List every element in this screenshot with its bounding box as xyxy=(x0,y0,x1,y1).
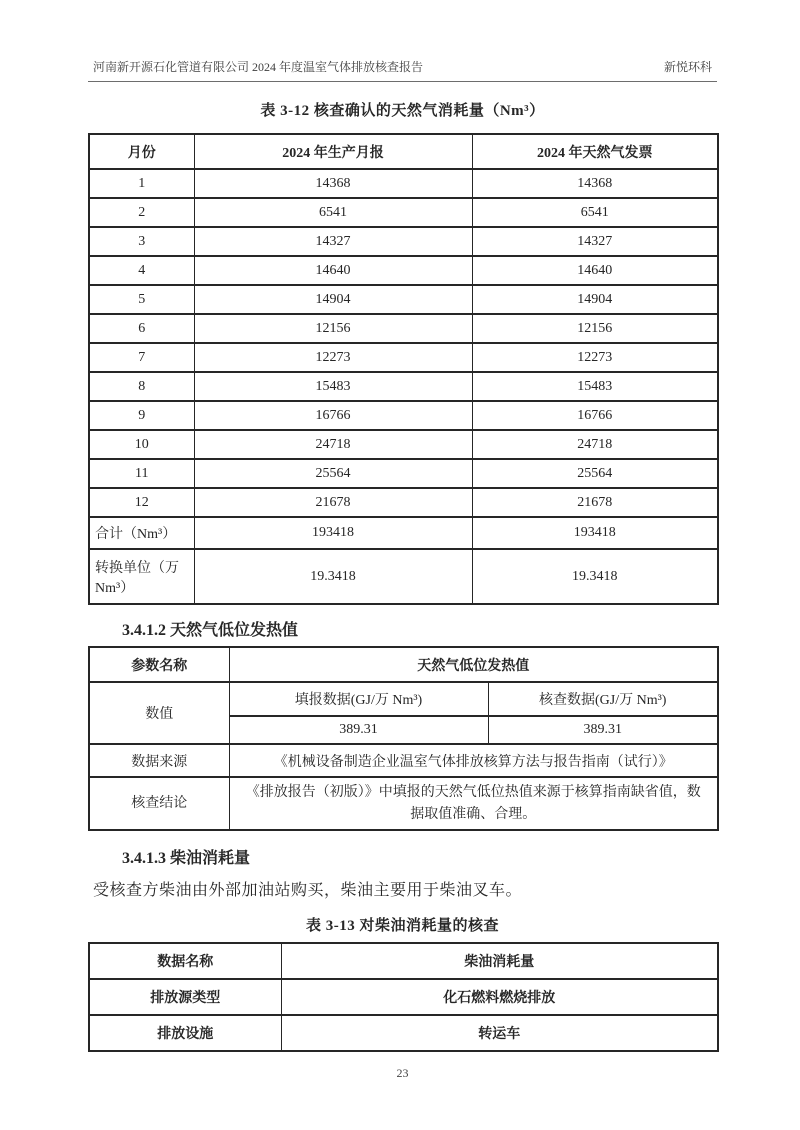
param-name-value: 天然气低位发热值 xyxy=(229,647,718,682)
page-header xyxy=(88,58,717,82)
cell-report-value: 14904 xyxy=(194,285,472,314)
cell-invoice-value: 14368 xyxy=(472,169,718,198)
param-name-row xyxy=(89,647,718,682)
column-header-invoice: 2024 年天然气发票 xyxy=(472,134,718,169)
cell-report-value: 14640 xyxy=(194,256,472,285)
converted-report-value: 19.3418 xyxy=(194,549,472,604)
section-3-4-1-2-heading: 3.4.1.2 天然气低位发热值 xyxy=(122,622,299,639)
table-row xyxy=(89,488,718,517)
total-report-value: 193418 xyxy=(194,517,472,549)
cell-report-value: 16766 xyxy=(194,401,472,430)
emission-source-type-label: 排放源类型 xyxy=(89,979,281,1015)
emission-facility-label: 排放设施 xyxy=(89,1015,281,1051)
column-header-monthly-report: 2024 年生产月报 xyxy=(194,134,472,169)
cell-invoice-value: 16766 xyxy=(472,401,718,430)
cell-invoice-value: 25564 xyxy=(472,459,718,488)
table-row xyxy=(89,401,718,430)
cell-invoice-value: 21678 xyxy=(472,488,718,517)
verified-data-header: 核查数据(GJ/万 Nm³) xyxy=(488,682,718,716)
cell-invoice-value: 12273 xyxy=(472,343,718,372)
total-label: 合计（Nm³） xyxy=(89,517,194,549)
cell-report-value: 21678 xyxy=(194,488,472,517)
emission-source-type-row xyxy=(89,979,718,1015)
cell-month: 8 xyxy=(89,372,194,401)
cell-report-value: 14368 xyxy=(194,169,472,198)
table-row xyxy=(89,169,718,198)
value-header-row xyxy=(89,682,718,716)
table-3-12-header-row xyxy=(89,134,718,169)
cell-invoice-value: 24718 xyxy=(472,430,718,459)
cell-month: 10 xyxy=(89,430,194,459)
table-lhv xyxy=(88,646,719,831)
cell-invoice-value: 14640 xyxy=(472,256,718,285)
conclusion-label: 核查结论 xyxy=(89,777,229,830)
emission-facility-row xyxy=(89,1015,718,1051)
data-name-label: 数据名称 xyxy=(89,943,281,979)
cell-month: 2 xyxy=(89,198,194,227)
cell-month: 12 xyxy=(89,488,194,517)
cell-report-value: 6541 xyxy=(194,198,472,227)
cell-invoice-value: 14904 xyxy=(472,285,718,314)
header-company-mark: 新悦环科 xyxy=(663,60,712,74)
table-row xyxy=(89,314,718,343)
param-name-label: 参数名称 xyxy=(89,647,229,682)
table-3-12-title: 表 3-12 核查确认的天然气消耗量（Nm³） xyxy=(260,103,545,119)
table-3-12 xyxy=(88,133,719,605)
page-number: 23 xyxy=(396,1066,409,1081)
table-row xyxy=(89,285,718,314)
table-row xyxy=(89,198,718,227)
cell-invoice-value: 15483 xyxy=(472,372,718,401)
value-label: 数值 xyxy=(89,682,229,744)
converted-unit-label: 转换单位（万 Nm³） xyxy=(89,549,194,604)
cell-month: 9 xyxy=(89,401,194,430)
column-header-month: 月份 xyxy=(89,134,194,169)
verified-data-value: 389.31 xyxy=(488,716,718,744)
cell-month: 1 xyxy=(89,169,194,198)
conclusion-row xyxy=(89,777,718,830)
cell-invoice-value: 12156 xyxy=(472,314,718,343)
table-row xyxy=(89,343,718,372)
data-source-label: 数据来源 xyxy=(89,744,229,777)
converted-unit-row xyxy=(89,549,718,604)
section-3-4-1-3-heading: 3.4.1.3 柴油消耗量 xyxy=(122,850,251,868)
reported-data-value: 389.31 xyxy=(229,716,488,744)
page-content xyxy=(88,58,717,1081)
table-row xyxy=(89,459,718,488)
diesel-description-paragraph: 受核查方柴油由外部加油站购买，柴油主要用于柴油叉车。 xyxy=(93,882,523,900)
cell-report-value: 24718 xyxy=(194,430,472,459)
table-3-13-title: 表 3-13 对柴油消耗量的核查 xyxy=(306,918,499,935)
conclusion-value: 《排放报告（初版）》中填报的天然气低位热值来源于核算指南缺省值，数据取值准确、合理。 xyxy=(229,777,718,830)
data-source-row xyxy=(89,744,718,777)
table-row xyxy=(89,256,718,285)
cell-month: 4 xyxy=(89,256,194,285)
table-3-13 xyxy=(88,942,719,1052)
cell-report-value: 15483 xyxy=(194,372,472,401)
cell-month: 3 xyxy=(89,227,194,256)
emission-facility-value: 转运车 xyxy=(281,1015,718,1051)
cell-report-value: 12273 xyxy=(194,343,472,372)
reported-data-header: 填报数据(GJ/万 Nm³) xyxy=(229,682,488,716)
total-invoice-value: 193418 xyxy=(472,517,718,549)
table-row xyxy=(89,372,718,401)
table-row xyxy=(89,430,718,459)
cell-report-value: 14327 xyxy=(194,227,472,256)
cell-month: 6 xyxy=(89,314,194,343)
cell-invoice-value: 6541 xyxy=(472,198,718,227)
emission-source-type-value: 化石燃料燃烧排放 xyxy=(281,979,718,1015)
converted-invoice-value: 19.3418 xyxy=(472,549,718,604)
total-row xyxy=(89,517,718,549)
data-name-value: 柴油消耗量 xyxy=(281,943,718,979)
cell-month: 11 xyxy=(89,459,194,488)
header-report-title: 河南新开源石化管道有限公司 2024 年度温室气体排放核查报告 xyxy=(93,60,424,74)
table-row xyxy=(89,227,718,256)
cell-report-value: 25564 xyxy=(194,459,472,488)
cell-invoice-value: 14327 xyxy=(472,227,718,256)
cell-report-value: 12156 xyxy=(194,314,472,343)
cell-month: 7 xyxy=(89,343,194,372)
cell-month: 5 xyxy=(89,285,194,314)
data-source-value: 《机械设备制造企业温室气体排放核算方法与报告指南（试行）》 xyxy=(229,744,718,777)
data-name-row xyxy=(89,943,718,979)
